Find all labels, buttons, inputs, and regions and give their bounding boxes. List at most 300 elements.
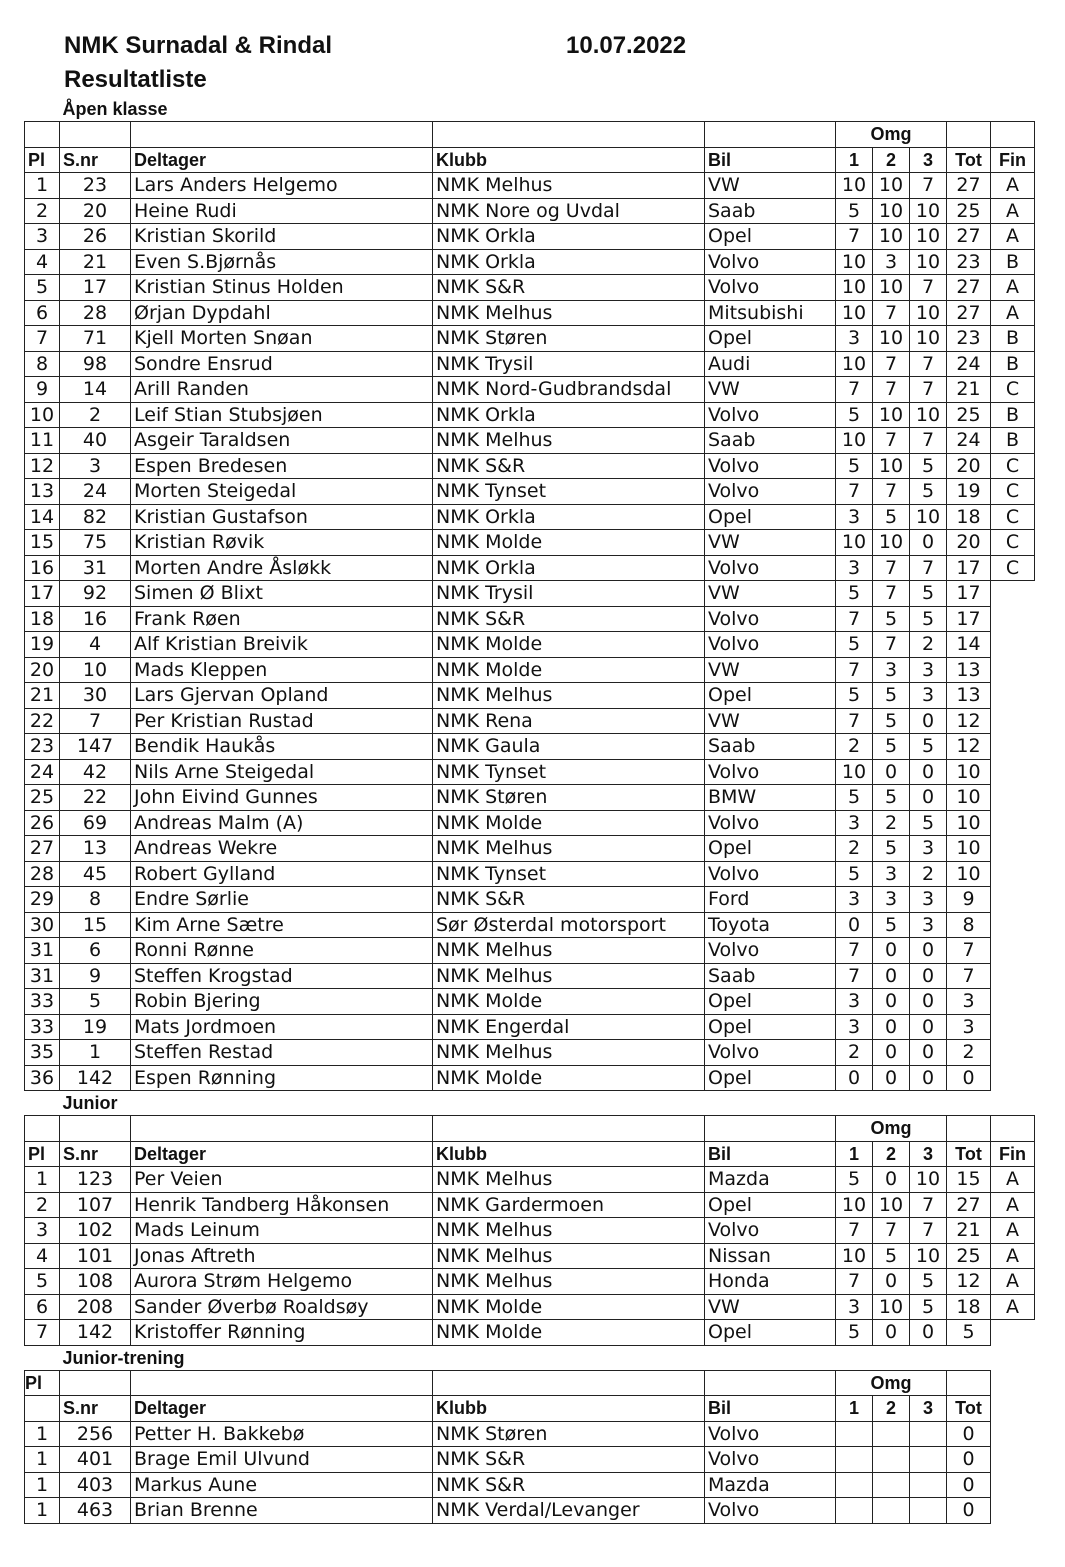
club: NMK Gardermoen [433,1192,705,1218]
club: NMK Molde [433,810,705,836]
round-1: 2 [836,836,873,862]
total: 10 [947,759,991,785]
car: Volvo [705,555,836,581]
placement: 22 [25,708,60,734]
club: NMK Verdal/Levanger [433,1498,705,1524]
car: VW [705,1294,836,1320]
placement: 2 [25,198,60,224]
final-group [991,938,1035,964]
round-2: 0 [873,1065,910,1091]
driver-name: Mads Leinum [131,1218,433,1244]
result-row [25,1421,1035,1447]
driver-name: Morten Andre Åsløkk [131,555,433,581]
result-row [25,224,1035,250]
round-3 [910,1447,947,1473]
start-number: 2 [60,402,131,428]
round-3: 0 [910,1320,947,1346]
car: Opel [705,504,836,530]
section-title-row [25,1091,1035,1116]
club: NMK Molde [433,530,705,556]
club: NMK S&R [433,887,705,913]
placement: 14 [25,504,60,530]
final-group [991,1498,1035,1524]
placement: 31 [25,963,60,989]
placement: 3 [25,224,60,250]
total: 20 [947,453,991,479]
round-3 [910,1421,947,1447]
club: NMK Molde [433,989,705,1015]
start-number: 20 [60,198,131,224]
col-omg-header: Omg [836,122,947,148]
placement: 1 [25,1167,60,1193]
col-round2-label: 2 [873,1396,910,1422]
driver-name: Lars Gjervan Opland [131,683,433,709]
final-group [991,836,1035,862]
round-3: 10 [910,504,947,530]
start-number: 28 [60,300,131,326]
start-number: 1 [60,1040,131,1066]
car: Mazda [705,1472,836,1498]
round-3: 0 [910,785,947,811]
placement: 17 [25,581,60,607]
round-3: 5 [910,606,947,632]
round-3: 7 [910,173,947,199]
total: 13 [947,657,991,683]
total: 27 [947,275,991,301]
final-group [991,734,1035,760]
round-1: 5 [836,785,873,811]
final-group [991,657,1035,683]
placement: 12 [25,453,60,479]
round-1 [836,1447,873,1473]
section-title: Junior-trening [62,1347,185,1368]
header-columns-row [25,147,1035,173]
driver-name: Jonas Aftreth [131,1243,433,1269]
final-group [991,759,1035,785]
car: Volvo [705,810,836,836]
car: Opel [705,989,836,1015]
driver-name: Asgeir Taraldsen [131,428,433,454]
result-row [25,1269,1035,1295]
total: 12 [947,708,991,734]
col-round3-label: 3 [910,147,947,173]
header-columns-row [25,1396,1035,1422]
total: 7 [947,938,991,964]
round-1 [836,1472,873,1498]
total: 25 [947,402,991,428]
header-omg-row [25,122,1035,148]
result-row [25,1320,1035,1346]
blank-header-cell [60,122,131,148]
round-1: 7 [836,606,873,632]
round-1 [836,1421,873,1447]
round-3: 5 [910,453,947,479]
driver-name: Arill Randen [131,377,433,403]
final-group [991,581,1035,607]
final-group [991,887,1035,913]
placement: 19 [25,632,60,658]
result-row [25,249,1035,275]
round-1: 3 [836,1294,873,1320]
driver-name: Simen Ø Blixt [131,581,433,607]
driver-name: Per Kristian Rustad [131,708,433,734]
round-1 [836,1498,873,1524]
col-fin-label: Fin [991,147,1035,173]
start-number: 5 [60,989,131,1015]
blank-header-cell [60,1370,131,1396]
placement: 6 [25,1294,60,1320]
round-3: 0 [910,530,947,556]
placement: 18 [25,606,60,632]
col-round1-label: 1 [836,1141,873,1167]
placement: 21 [25,683,60,709]
col-pl-header [25,122,60,148]
placement: 35 [25,1040,60,1066]
final-group: B [991,402,1035,428]
driver-name: Lars Anders Helgemo [131,173,433,199]
round-3: 5 [910,1269,947,1295]
result-row [25,581,1035,607]
round-2: 7 [873,428,910,454]
round-1: 5 [836,632,873,658]
round-2: 10 [873,1294,910,1320]
club: NMK Nord-Gudbrandsdal [433,377,705,403]
col-tot-label: Tot [947,147,991,173]
blank-header-cell [131,1370,433,1396]
round-2: 7 [873,1218,910,1244]
driver-name: Kim Arne Sætre [131,912,433,938]
placement: 28 [25,861,60,887]
col-snr-label: S.nr [60,1141,131,1167]
club: NMK Orkla [433,402,705,428]
total: 0 [947,1472,991,1498]
club: NMK Orkla [433,249,705,275]
round-2: 0 [873,1014,910,1040]
total: 9 [947,887,991,913]
start-number: 31 [60,555,131,581]
final-group: C [991,453,1035,479]
round-1: 2 [836,1040,873,1066]
start-number: 21 [60,249,131,275]
start-number: 108 [60,1269,131,1295]
round-3: 0 [910,1065,947,1091]
start-number: 403 [60,1472,131,1498]
total: 10 [947,836,991,862]
result-row [25,555,1035,581]
results-subtitle: Resultatliste [64,66,207,93]
round-3: 3 [910,887,947,913]
car: VW [705,530,836,556]
result-row [25,606,1035,632]
blank-header-cell [705,1370,836,1396]
result-row [25,1014,1035,1040]
round-3: 10 [910,198,947,224]
result-row [25,632,1035,658]
col-omg-header: Omg [836,1370,947,1396]
placement: 4 [25,1243,60,1269]
club: NMK Melhus [433,938,705,964]
blank-header-cell [705,122,836,148]
placement: 36 [25,1065,60,1091]
club: NMK Melhus [433,1040,705,1066]
round-1: 10 [836,300,873,326]
col-klubb-label: Klubb [433,1396,705,1422]
start-number: 463 [60,1498,131,1524]
club: NMK Støren [433,785,705,811]
round-1: 10 [836,173,873,199]
start-number: 82 [60,504,131,530]
start-number: 92 [60,581,131,607]
car: Saab [705,198,836,224]
start-number: 22 [60,785,131,811]
placement: 26 [25,810,60,836]
round-3: 5 [910,810,947,836]
round-2: 3 [873,861,910,887]
result-row [25,1065,1035,1091]
round-1: 7 [836,963,873,989]
round-3: 7 [910,428,947,454]
total: 18 [947,504,991,530]
event-date: 10.07.2022 [566,32,687,59]
placement: 2 [25,1192,60,1218]
final-group: A [991,1243,1035,1269]
round-2: 0 [873,1269,910,1295]
round-3: 0 [910,1040,947,1066]
driver-name: Robin Bjering [131,989,433,1015]
start-number: 23 [60,173,131,199]
round-2: 5 [873,836,910,862]
total: 18 [947,1294,991,1320]
round-2: 10 [873,326,910,352]
car: Honda [705,1269,836,1295]
car: Opel [705,1014,836,1040]
total: 27 [947,224,991,250]
round-1: 3 [836,1014,873,1040]
car: Ford [705,887,836,913]
round-2: 7 [873,632,910,658]
final-group [991,1447,1035,1473]
round-3: 3 [910,912,947,938]
round-1: 3 [836,887,873,913]
result-row [25,402,1035,428]
club: NMK Støren [433,326,705,352]
round-2: 3 [873,249,910,275]
round-1: 5 [836,1167,873,1193]
round-2: 10 [873,224,910,250]
final-group: A [991,275,1035,301]
driver-name: Sander Øverbø Roaldsøy [131,1294,433,1320]
total: 0 [947,1421,991,1447]
driver-name: Espen Bredesen [131,453,433,479]
round-2: 7 [873,479,910,505]
final-group [991,632,1035,658]
round-2: 2 [873,810,910,836]
result-row [25,887,1035,913]
final-group: B [991,326,1035,352]
club: NMK Trysil [433,351,705,377]
round-1: 10 [836,275,873,301]
col-round1-label: 1 [836,147,873,173]
final-group: A [991,1192,1035,1218]
driver-name: Kristian Stinus Holden [131,275,433,301]
driver-name: John Eivind Gunnes [131,785,433,811]
col-klubb-label: Klubb [433,147,705,173]
car: Toyota [705,912,836,938]
total: 12 [947,1269,991,1295]
placement: 27 [25,836,60,862]
club: Sør Østerdal motorsport [433,912,705,938]
final-group: A [991,300,1035,326]
col-pl-label: Pl [25,147,60,173]
driver-name: Morten Steigedal [131,479,433,505]
header-omg-row [25,1116,1035,1142]
car: Volvo [705,275,836,301]
round-3: 0 [910,708,947,734]
placement: 9 [25,377,60,403]
round-3: 5 [910,734,947,760]
club: NMK Nore og Uvdal [433,198,705,224]
driver-name: Bendik Haukås [131,734,433,760]
start-number: 107 [60,1192,131,1218]
club: NMK Molde [433,632,705,658]
start-number: 101 [60,1243,131,1269]
total: 24 [947,351,991,377]
round-1: 7 [836,657,873,683]
col-pl-label [25,1396,60,1422]
driver-name: Frank Røen [131,606,433,632]
result-row [25,1294,1035,1320]
col-round2-label: 2 [873,147,910,173]
result-row [25,453,1035,479]
result-row [25,734,1035,760]
driver-name: Henrik Tandberg Håkonsen [131,1192,433,1218]
round-3: 2 [910,861,947,887]
final-group [991,1421,1035,1447]
club: NMK Tynset [433,759,705,785]
final-group [991,683,1035,709]
car: Opel [705,1320,836,1346]
blank-header-cell [60,1116,131,1142]
total: 27 [947,300,991,326]
club: NMK Melhus [433,428,705,454]
total: 17 [947,581,991,607]
placement: 1 [25,1447,60,1473]
start-number: 7 [60,708,131,734]
driver-name: Brian Brenne [131,1498,433,1524]
result-row [25,479,1035,505]
car: Opel [705,224,836,250]
total: 7 [947,963,991,989]
col-omg-header: Omg [836,1116,947,1142]
round-3: 2 [910,632,947,658]
total: 10 [947,861,991,887]
total: 21 [947,1218,991,1244]
result-row [25,836,1035,862]
club: NMK Molde [433,657,705,683]
total: 3 [947,1014,991,1040]
car: Mitsubishi [705,300,836,326]
result-row [25,1040,1035,1066]
round-3: 3 [910,657,947,683]
club: NMK Molde [433,1320,705,1346]
driver-name: Heine Rudi [131,198,433,224]
driver-name: Petter H. Bakkebø [131,1421,433,1447]
col-bil-label: Bil [705,1141,836,1167]
club: NMK Engerdal [433,1014,705,1040]
start-number: 69 [60,810,131,836]
result-row [25,326,1035,352]
car: Opel [705,683,836,709]
placement: 23 [25,734,60,760]
col-pl-header [25,1116,60,1142]
round-1: 7 [836,479,873,505]
result-row [25,351,1035,377]
result-row [25,810,1035,836]
result-row [25,989,1035,1015]
total: 25 [947,198,991,224]
col-round2-label: 2 [873,1141,910,1167]
car: Opel [705,1065,836,1091]
round-3: 7 [910,1218,947,1244]
club: NMK S&R [433,1447,705,1473]
total: 0 [947,1498,991,1524]
round-1: 3 [836,555,873,581]
total: 21 [947,377,991,403]
round-2 [873,1421,910,1447]
start-number: 256 [60,1421,131,1447]
car: Volvo [705,1498,836,1524]
car: BMW [705,785,836,811]
round-1: 3 [836,810,873,836]
placement: 7 [25,326,60,352]
round-2: 5 [873,708,910,734]
round-1: 3 [836,504,873,530]
total: 13 [947,683,991,709]
result-row [25,785,1035,811]
car: VW [705,173,836,199]
driver-name: Steffen Krogstad [131,963,433,989]
start-number: 123 [60,1167,131,1193]
car: VW [705,657,836,683]
round-1: 10 [836,530,873,556]
round-1: 2 [836,734,873,760]
result-row [25,530,1035,556]
driver-name: Ørjan Dypdahl [131,300,433,326]
driver-name: Kristian Skorild [131,224,433,250]
club: NMK Støren [433,1421,705,1447]
round-2: 10 [873,402,910,428]
blank-header-cell [433,1116,705,1142]
club: NMK S&R [433,453,705,479]
car: Volvo [705,1421,836,1447]
round-3: 10 [910,326,947,352]
round-1: 10 [836,759,873,785]
col-fin-label [991,1396,1035,1422]
round-3 [910,1472,947,1498]
round-3: 10 [910,402,947,428]
placement: 11 [25,428,60,454]
club: NMK Melhus [433,1243,705,1269]
col-deltager-label: Deltager [131,1141,433,1167]
placement: 1 [25,1421,60,1447]
placement: 30 [25,912,60,938]
placement: 1 [25,1472,60,1498]
start-number: 75 [60,530,131,556]
placement: 25 [25,785,60,811]
start-number: 147 [60,734,131,760]
result-row [25,759,1035,785]
round-2: 7 [873,555,910,581]
